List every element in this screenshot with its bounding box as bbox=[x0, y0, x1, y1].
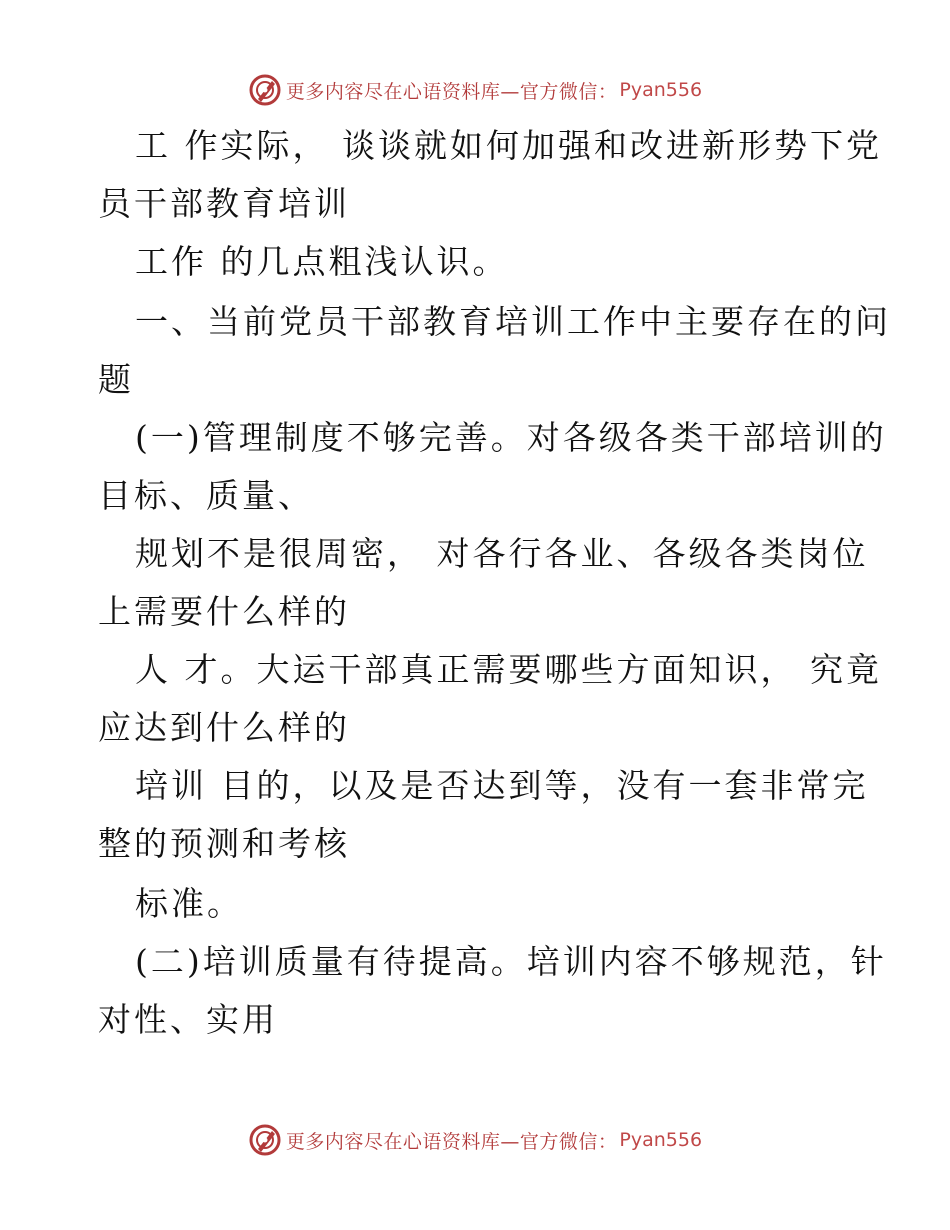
text-line: 规划不是很周密， 对各行各业、各级各类岗位 bbox=[135, 534, 869, 573]
watermark-text: 更多内容尽在心语资料库—官方微信： bbox=[285, 80, 618, 103]
watermark-handle: Pyan556 bbox=[619, 1129, 703, 1151]
section-heading-cont: 题 bbox=[98, 360, 134, 399]
text-line: 人 才。大运干部真正需要哪些方面知识， 究竟 bbox=[135, 650, 882, 689]
text-line: 工 作实际， 谈谈就如何加强和改进新形势下党 bbox=[135, 126, 882, 165]
text-line: 目标、质量、 bbox=[98, 476, 314, 515]
text-line: 对性、实用 bbox=[98, 1000, 278, 1039]
watermark-handle: Pyan556 bbox=[619, 79, 703, 101]
text-line: 培训 目的，以及是否达到等，没有一套非常完 bbox=[135, 766, 869, 805]
text-line: 上需要什么样的 bbox=[98, 592, 350, 631]
watermark-text: 更多内容尽在心语资料库—官方微信： bbox=[285, 1130, 618, 1153]
watermark-banner-top bbox=[0, 70, 950, 110]
text-line: 标准。 bbox=[135, 884, 243, 923]
watermark-banner-bottom bbox=[0, 1120, 950, 1160]
section-heading: 一、当前党员干部教育培训工作中主要存在的问 bbox=[135, 302, 891, 341]
text-line: 应达到什么样的 bbox=[98, 708, 350, 747]
text-line: (二)培训质量有待提高。培训内容不够规范，针 bbox=[135, 942, 887, 981]
text-line: (一)管理制度不够完善。对各级各类干部培训的 bbox=[135, 418, 887, 457]
seal-logo-icon bbox=[248, 73, 282, 107]
seal-logo-icon bbox=[248, 1123, 282, 1157]
text-line: 工作 的几点粗浅认识。 bbox=[135, 242, 509, 281]
text-line: 整的预测和考核 bbox=[98, 824, 350, 863]
text-line: 员干部教育培训 bbox=[98, 184, 350, 223]
